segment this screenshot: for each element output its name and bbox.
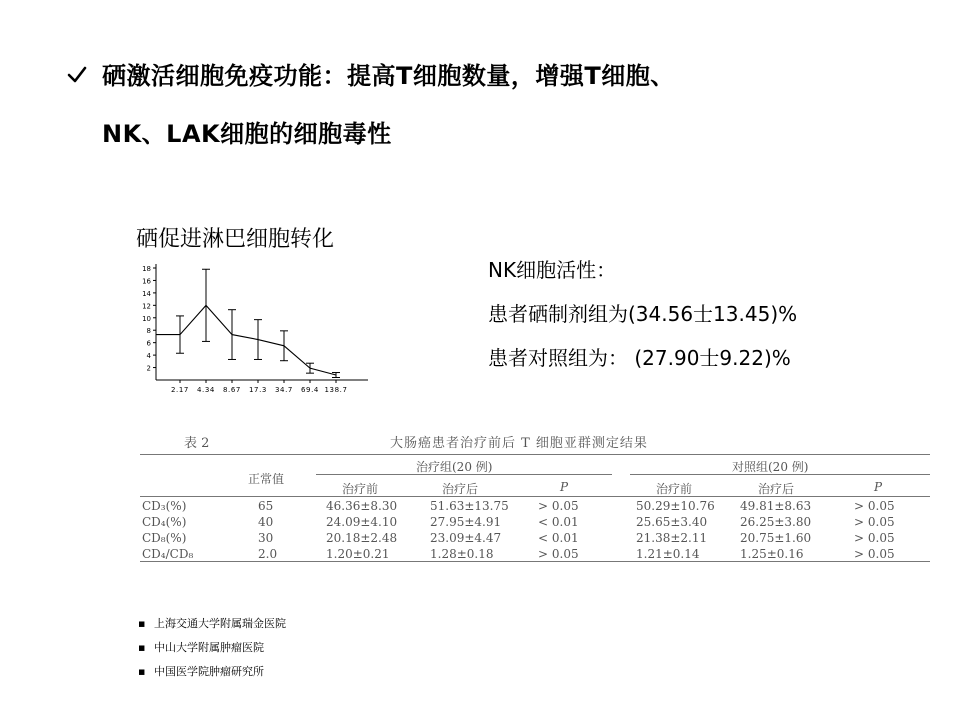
reference-text: 中国医学院肿瘤研究所	[154, 665, 264, 678]
row-name: CD₄/CD₈	[142, 547, 194, 561]
x-tick-label: 138.7	[324, 386, 348, 394]
checkmark-icon	[66, 64, 88, 86]
row-g2-before: 1.21±0.14	[636, 547, 700, 561]
x-tick-label: 34.7	[275, 386, 293, 394]
row-g1-before: 24.09±4.10	[326, 515, 398, 529]
x-tick-label: 4.34	[197, 386, 215, 394]
header-group2: 对照组(20 例)	[732, 460, 809, 474]
t-cell-table	[140, 428, 930, 578]
row-normal: 40	[258, 515, 274, 529]
lymphocyte-chart	[138, 258, 378, 398]
sub-after-1: 治疗后	[442, 482, 479, 496]
y-tick-label: 4	[146, 352, 151, 361]
y-tick-label: 14	[142, 289, 151, 298]
table-top-rule	[140, 454, 930, 455]
sub-p-2: P	[874, 480, 883, 494]
row-name: CD₃(%)	[142, 499, 187, 513]
row-g2-p: > 0.05	[854, 531, 895, 545]
row-g2-after: 1.25±0.16	[740, 547, 804, 561]
x-tick-label: 69.4	[301, 386, 319, 394]
table-bottom-rule	[140, 561, 930, 562]
header-normal: 正常值	[248, 472, 285, 486]
reference-item	[138, 660, 286, 684]
row-g2-after: 20.75±1.60	[740, 531, 812, 545]
row-g1-after: 1.28±0.18	[430, 547, 494, 561]
y-tick-label: 2	[146, 364, 151, 373]
reference-item	[138, 612, 286, 636]
y-tick-label: 6	[146, 339, 151, 348]
table-title: 大肠癌患者治疗前后 T 细胞亚群测定结果	[390, 436, 648, 451]
nk-control-line: 患者对照组为： (27.90士9.22)%	[488, 346, 791, 370]
reference-text: 中山大学附属肿瘤医院	[154, 641, 264, 654]
row-g2-after: 49.81±8.63	[740, 499, 812, 513]
row-g1-after: 51.63±13.75	[430, 499, 509, 513]
sub-before-2: 治疗前	[656, 482, 693, 496]
y-tick-label: 16	[142, 277, 151, 286]
row-g1-before: 46.36±8.30	[326, 499, 398, 513]
row-normal: 2.0	[258, 547, 278, 561]
y-tick-label: 12	[142, 302, 151, 311]
reference-item	[138, 636, 286, 660]
bullet-icon: ▪	[138, 665, 146, 678]
row-name: CD₄(%)	[142, 515, 187, 529]
row-g1-p: < 0.01	[538, 515, 579, 529]
sub-p-1: P	[560, 480, 569, 494]
chart-svg	[138, 258, 378, 398]
x-tick-label: 8.67	[223, 386, 241, 394]
references-list	[138, 612, 286, 684]
row-g2-before: 21.38±2.11	[636, 531, 708, 545]
header-bottom-rule	[140, 496, 930, 497]
y-tick-label: 18	[142, 265, 151, 273]
chart-caption: 硒促进淋巴细胞转化	[136, 227, 335, 252]
sub-before-1: 治疗前	[342, 482, 379, 496]
bullet-icon: ▪	[138, 617, 146, 630]
nk-treatment-line: 患者硒制剂组为(34.56士13.45)%	[488, 302, 798, 326]
row-g1-before: 1.20±0.21	[326, 547, 390, 561]
row-g2-p: > 0.05	[854, 499, 895, 513]
row-g2-before: 25.65±3.40	[636, 515, 708, 529]
bullet-icon: ▪	[138, 641, 146, 654]
table-label: 表 2	[184, 436, 210, 451]
row-g1-p: < 0.01	[538, 531, 579, 545]
row-name: CD₈(%)	[142, 531, 187, 545]
row-g1-after: 23.09±4.47	[430, 531, 502, 545]
row-g1-p: > 0.05	[538, 547, 579, 561]
y-tick-label: 10	[142, 314, 151, 323]
nk-activity-block	[488, 248, 797, 380]
row-normal: 30	[258, 531, 274, 545]
title-line-2: NK、LAK细胞的细胞毒性	[102, 120, 392, 148]
x-tick-label: 17.3	[249, 386, 267, 394]
nk-heading: NK细胞活性：	[488, 258, 617, 282]
reference-text: 上海交通大学附属瑞金医院	[154, 617, 286, 630]
header-group1: 治疗组(20 例)	[416, 460, 493, 474]
row-g2-before: 50.29±10.76	[636, 499, 715, 513]
row-g1-before: 20.18±2.48	[326, 531, 398, 545]
y-tick-label: 8	[146, 327, 151, 336]
row-g1-p: > 0.05	[538, 499, 579, 513]
title-line-1: 硒激活细胞免疫功能：提高T细胞数量，增强T细胞、	[102, 62, 675, 90]
sub-after-2: 治疗后	[758, 482, 795, 496]
row-g1-after: 27.95±4.91	[430, 515, 502, 529]
row-normal: 65	[258, 499, 274, 513]
x-tick-label: 2.17	[171, 386, 189, 394]
row-g2-p: > 0.05	[854, 547, 895, 561]
row-g2-p: > 0.05	[854, 515, 895, 529]
row-g2-after: 26.25±3.80	[740, 515, 812, 529]
